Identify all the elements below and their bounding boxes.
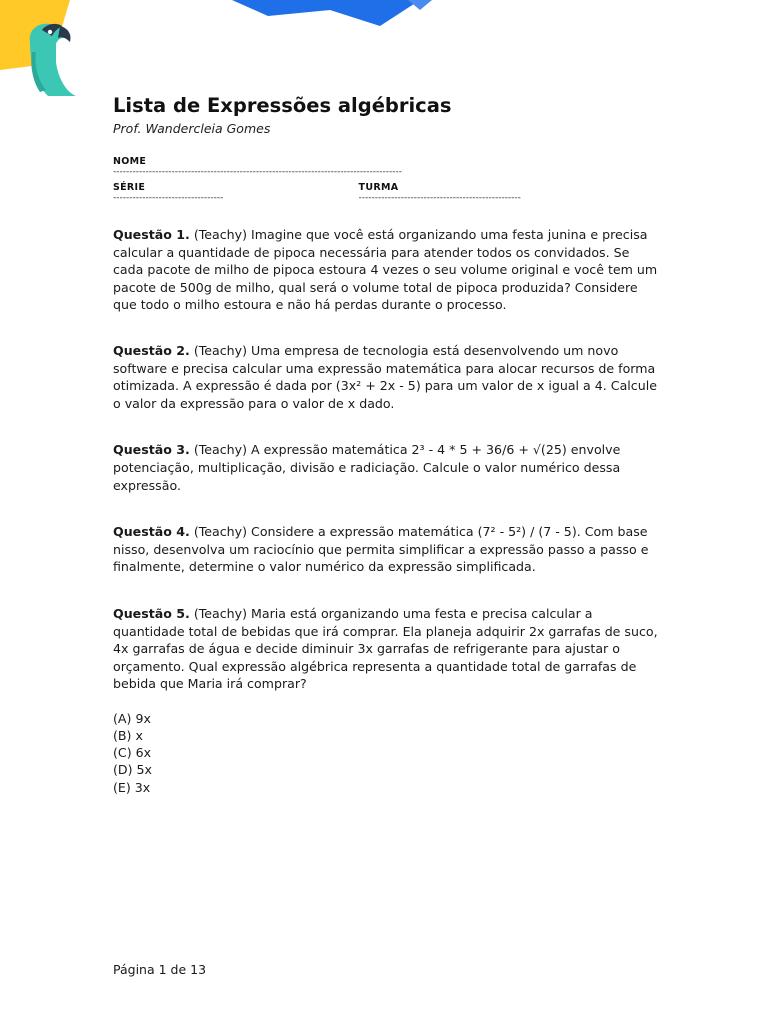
question-label: Questão 2.	[113, 342, 190, 358]
question-label: Questão 3.	[113, 442, 190, 458]
question-text: (Teachy) Considere a expressão matemática (7² - 5²) / (7 - 5). Com base nisso, desenvolva um raciocínio que permita simplificar a expressão passo a passo e finalmente, determine o valor numérico da expressão simplificada.	[113, 524, 649, 575]
question-text: (Teachy) Uma empresa de tecnologia está desenvolvendo um novo software e precisa calcular uma expressão matemática para alocar recursos de forma otimizada. A expressão é dada por (3x² + 2x - 5) para um valor de x igual a 4. Calcule o valor da expressão para o valor de x dado.	[113, 342, 657, 411]
option-d: (D) 5x	[113, 762, 152, 778]
class-fields	[113, 182, 658, 204]
option-a: (A) 9x	[113, 710, 151, 726]
question-label: Questão 1.	[113, 227, 190, 242]
question-label: Questão 4.	[113, 524, 190, 540]
page-title: Lista de Expressões algébricas	[113, 94, 452, 117]
question-label: Questão 5.	[113, 605, 190, 621]
turma-field	[359, 182, 658, 204]
serie-label: SÉRIE	[113, 182, 146, 193]
serie-line: ----------------------------------	[113, 193, 224, 203]
question-text: (Teachy) Maria está organizando uma festa e precisa calcular a quantidade total de bebidas que irá comprar. Ela planeja adquirir 2x garrafas de suco, 4x garrafas de água e decide diminuir 3x garrafas de refrigerante para ajustar o orçamento. Qual expressão algébrica representa a quantidade total de garrafas de bebida que Maria irá comprar?	[113, 605, 658, 692]
author-name: Prof. Wandercleia Gomes	[113, 121, 271, 136]
question-5	[113, 605, 658, 693]
turma-label: TURMA	[358, 182, 399, 193]
turma-line: --------------------------------------------------	[358, 193, 521, 203]
option-e: (E) 3x	[113, 779, 151, 795]
name-field	[113, 156, 658, 178]
parrot-logo-icon	[30, 24, 76, 96]
page-number: Página 1 de 13	[113, 962, 207, 977]
serie-field	[113, 182, 359, 204]
question-4	[113, 523, 658, 576]
name-label: NOME	[113, 156, 147, 167]
answer-options	[113, 710, 658, 796]
option-b: (B) x	[113, 728, 143, 744]
question-3	[113, 441, 658, 494]
question-text: (Teachy) A expressão matemática 2³ - 4 * 5 + 36/6 + √(25) envolve potenciação, multiplicação, divisão e radiciação. Calcule o valor numérico dessa expressão.	[113, 442, 621, 493]
worksheet	[113, 93, 658, 796]
name-line: -----------------------------------------------------------------------------------------	[113, 167, 403, 177]
blue-shape	[232, 0, 420, 26]
question-2	[113, 342, 658, 412]
option-c: (C) 6x	[113, 745, 152, 761]
question-text: (Teachy) Imagine que você está organizando uma festa junina e precisa calcular a quantidade de pipoca necessária para atender todos os convidados. Se cada pacote de milho de pipoca estoura 4 vezes o seu volume original e você tem um pacote de 500g de milho, qual será o volume total de pipoca produzida? Considere que todo o milho estoura e não há perdas durante o processo.	[113, 227, 658, 313]
question-1	[113, 226, 658, 314]
